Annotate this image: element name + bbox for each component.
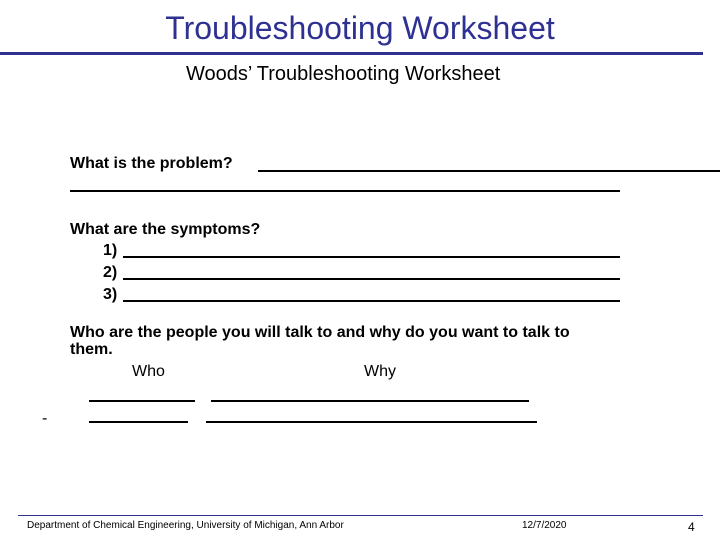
problem-answer-line-2: [70, 190, 620, 192]
symptom-label-3: 3): [103, 286, 118, 303]
problem-question: What is the problem?: [70, 155, 233, 172]
symptom-label-2: 2): [103, 264, 118, 281]
why-column-header: Why: [364, 363, 396, 380]
title-divider: [0, 52, 703, 55]
footer-department: Department of Chemical Engineering, University of Michigan, Ann Arbor: [27, 520, 344, 531]
why-answer-line-1: [211, 400, 529, 402]
who-answer-line-2: [89, 421, 188, 423]
symptom-answer-line-1: [123, 256, 620, 258]
people-question-line-1: Who are the people you will talk to and why do you want to talk to: [70, 324, 570, 341]
symptom-answer-line-2: [123, 278, 620, 280]
footer-divider: [18, 515, 703, 516]
why-answer-line-2: [206, 421, 537, 423]
symptoms-question: What are the symptoms?: [70, 221, 261, 238]
page-number: 4: [688, 520, 695, 534]
problem-answer-line-1: [258, 170, 720, 172]
symptom-label-1: 1): [103, 242, 118, 259]
bullet-dash: -: [42, 410, 48, 427]
who-column-header: Who: [132, 363, 165, 380]
who-answer-line-1: [89, 400, 195, 402]
worksheet-subtitle: Woods’ Troubleshooting Worksheet: [186, 63, 501, 85]
slide-title: Troubleshooting Worksheet: [165, 10, 555, 46]
symptom-answer-line-3: [123, 300, 620, 302]
footer-date: 12/7/2020: [522, 520, 567, 531]
people-question-line-2: them.: [70, 341, 113, 358]
